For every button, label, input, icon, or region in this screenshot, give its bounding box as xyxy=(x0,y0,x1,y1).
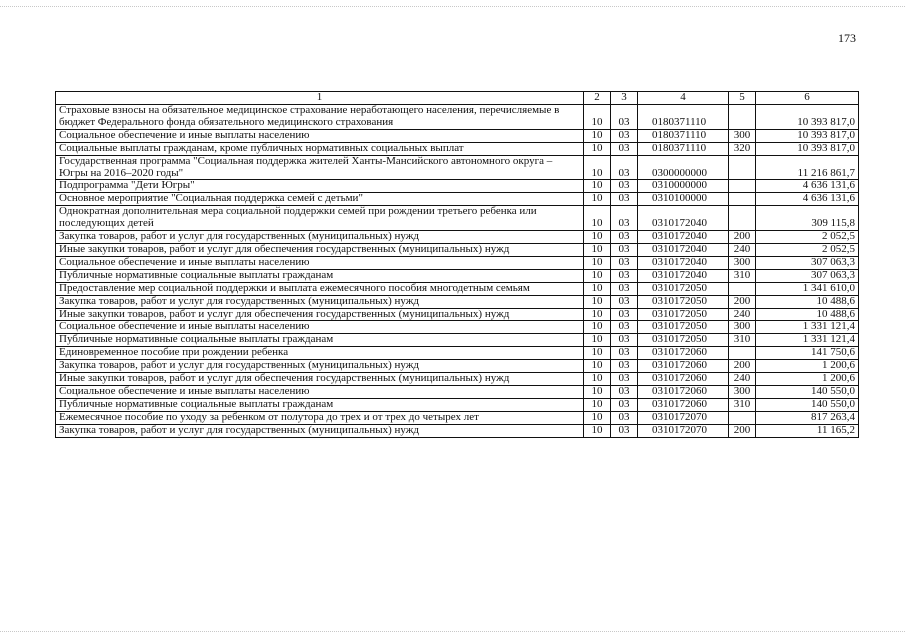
row-target-code-cell: 0310172060 xyxy=(638,373,729,386)
row-section-cell: 10 xyxy=(584,129,611,142)
row-target-code-cell: 0300000000 xyxy=(638,155,729,180)
row-amount-cell: 307 063,3 xyxy=(756,256,859,269)
row-expense-type-cell: 200 xyxy=(729,295,756,308)
row-target-code-cell: 0310172040 xyxy=(638,231,729,244)
row-name-cell: Закупка товаров, работ и услуг для государственных (муниципальных) нужд xyxy=(56,295,584,308)
row-section-cell: 10 xyxy=(584,295,611,308)
row-subsection-cell: 03 xyxy=(611,347,638,360)
table-row xyxy=(56,256,859,269)
row-expense-type-cell: 320 xyxy=(729,142,756,155)
header-cell-expense-type: 5 xyxy=(729,92,756,105)
row-amount-cell: 140 550,0 xyxy=(756,385,859,398)
row-target-code-cell: 0310172040 xyxy=(638,256,729,269)
table-row xyxy=(56,180,859,193)
row-amount-cell: 307 063,3 xyxy=(756,269,859,282)
row-section-cell: 10 xyxy=(584,321,611,334)
row-section-cell: 10 xyxy=(584,243,611,256)
row-expense-type-cell xyxy=(729,105,756,130)
row-name-cell: Однократная дополнительная мера социальной поддержки семей при рождении третьего ребенка или последующих детей xyxy=(56,206,584,231)
row-section-cell: 10 xyxy=(584,308,611,321)
row-name-cell: Иные закупки товаров, работ и услуг для обеспечения государственных (муниципальных) нужд xyxy=(56,243,584,256)
row-amount-cell: 10 488,6 xyxy=(756,295,859,308)
table-row xyxy=(56,308,859,321)
row-section-cell: 10 xyxy=(584,398,611,411)
row-subsection-cell: 03 xyxy=(611,129,638,142)
header-cell-subsection: 3 xyxy=(611,92,638,105)
row-section-cell: 10 xyxy=(584,269,611,282)
row-target-code-cell: 0310172040 xyxy=(638,206,729,231)
table-row xyxy=(56,373,859,386)
row-expense-type-cell xyxy=(729,155,756,180)
table-header-row xyxy=(56,92,859,105)
row-amount-cell: 1 200,6 xyxy=(756,360,859,373)
row-subsection-cell: 03 xyxy=(611,206,638,231)
row-subsection-cell: 03 xyxy=(611,193,638,206)
row-subsection-cell: 03 xyxy=(611,180,638,193)
row-amount-cell: 10 393 817,0 xyxy=(756,129,859,142)
row-name-cell: Подпрограмма "Дети Югры" xyxy=(56,180,584,193)
row-expense-type-cell: 300 xyxy=(729,321,756,334)
row-target-code-cell: 0310172050 xyxy=(638,308,729,321)
row-name-cell: Социальное обеспечение и иные выплаты населению xyxy=(56,321,584,334)
row-section-cell: 10 xyxy=(584,180,611,193)
row-section-cell: 10 xyxy=(584,256,611,269)
row-target-code-cell: 0310172040 xyxy=(638,269,729,282)
table-row xyxy=(56,321,859,334)
row-target-code-cell: 0310172060 xyxy=(638,360,729,373)
row-subsection-cell: 03 xyxy=(611,295,638,308)
row-expense-type-cell: 300 xyxy=(729,256,756,269)
row-name-cell: Социальное обеспечение и иные выплаты населению xyxy=(56,256,584,269)
row-name-cell: Иные закупки товаров, работ и услуг для обеспечения государственных (муниципальных) нужд xyxy=(56,373,584,386)
row-subsection-cell: 03 xyxy=(611,231,638,244)
row-section-cell: 10 xyxy=(584,411,611,424)
row-name-cell: Публичные нормативные социальные выплаты гражданам xyxy=(56,334,584,347)
row-name-cell: Социальное обеспечение и иные выплаты населению xyxy=(56,129,584,142)
table-row xyxy=(56,243,859,256)
row-section-cell: 10 xyxy=(584,206,611,231)
row-expense-type-cell xyxy=(729,206,756,231)
row-subsection-cell: 03 xyxy=(611,334,638,347)
row-expense-type-cell xyxy=(729,193,756,206)
row-subsection-cell: 03 xyxy=(611,424,638,437)
row-name-cell: Единовременное пособие при рождении ребенка xyxy=(56,347,584,360)
row-expense-type-cell xyxy=(729,180,756,193)
table-row xyxy=(56,193,859,206)
table-row xyxy=(56,347,859,360)
row-expense-type-cell: 310 xyxy=(729,398,756,411)
header-cell-section: 2 xyxy=(584,92,611,105)
row-expense-type-cell: 200 xyxy=(729,360,756,373)
header-cell-target-code: 4 xyxy=(638,92,729,105)
row-target-code-cell: 0310000000 xyxy=(638,180,729,193)
row-target-code-cell: 0310172050 xyxy=(638,282,729,295)
row-amount-cell: 11 216 861,7 xyxy=(756,155,859,180)
row-amount-cell: 140 550,0 xyxy=(756,398,859,411)
table-row xyxy=(56,231,859,244)
row-target-code-cell: 0310172040 xyxy=(638,243,729,256)
row-expense-type-cell: 200 xyxy=(729,424,756,437)
row-name-cell: Основное мероприятие "Социальная поддержка семей с детьми" xyxy=(56,193,584,206)
row-target-code-cell: 0310172050 xyxy=(638,295,729,308)
row-target-code-cell: 0180371110 xyxy=(638,129,729,142)
row-section-cell: 10 xyxy=(584,347,611,360)
row-amount-cell: 10 488,6 xyxy=(756,308,859,321)
row-name-cell: Закупка товаров, работ и услуг для государственных (муниципальных) нужд xyxy=(56,424,584,437)
row-section-cell: 10 xyxy=(584,193,611,206)
row-expense-type-cell: 310 xyxy=(729,334,756,347)
table-row xyxy=(56,269,859,282)
header-cell-amount: 6 xyxy=(756,92,859,105)
row-amount-cell: 817 263,4 xyxy=(756,411,859,424)
row-target-code-cell: 0180371110 xyxy=(638,105,729,130)
row-subsection-cell: 03 xyxy=(611,373,638,386)
row-subsection-cell: 03 xyxy=(611,105,638,130)
row-target-code-cell: 0310172070 xyxy=(638,411,729,424)
table-row xyxy=(56,334,859,347)
row-section-cell: 10 xyxy=(584,142,611,155)
row-amount-cell: 11 165,2 xyxy=(756,424,859,437)
table-row xyxy=(56,282,859,295)
row-expense-type-cell: 240 xyxy=(729,243,756,256)
row-amount-cell: 4 636 131,6 xyxy=(756,180,859,193)
budget-table xyxy=(55,91,859,438)
row-name-cell: Страховые взносы на обязательное медицинское страхование неработающего населения, перечисляемые в бюджет Федерального фонда обязательного медицинского страхования xyxy=(56,105,584,130)
row-amount-cell: 1 331 121,4 xyxy=(756,334,859,347)
row-name-cell: Государственная программа "Социальная поддержка жителей Ханты-Мансийского автономного округа – Югры на 2016–2020 годы" xyxy=(56,155,584,180)
row-target-code-cell: 0310172050 xyxy=(638,334,729,347)
row-target-code-cell: 0310172060 xyxy=(638,398,729,411)
row-name-cell: Закупка товаров, работ и услуг для государственных (муниципальных) нужд xyxy=(56,231,584,244)
row-section-cell: 10 xyxy=(584,385,611,398)
row-expense-type-cell xyxy=(729,411,756,424)
row-expense-type-cell: 240 xyxy=(729,308,756,321)
table-row xyxy=(56,411,859,424)
row-name-cell: Закупка товаров, работ и услуг для государственных (муниципальных) нужд xyxy=(56,360,584,373)
row-amount-cell: 1 331 121,4 xyxy=(756,321,859,334)
row-name-cell: Иные закупки товаров, работ и услуг для обеспечения государственных (муниципальных) нужд xyxy=(56,308,584,321)
table-row xyxy=(56,105,859,130)
row-subsection-cell: 03 xyxy=(611,142,638,155)
header-cell-name: 1 xyxy=(56,92,584,105)
row-amount-cell: 2 052,5 xyxy=(756,231,859,244)
row-expense-type-cell xyxy=(729,347,756,360)
table-row xyxy=(56,385,859,398)
row-subsection-cell: 03 xyxy=(611,256,638,269)
row-target-code-cell: 0310172050 xyxy=(638,321,729,334)
table-row xyxy=(56,129,859,142)
row-amount-cell: 1 200,6 xyxy=(756,373,859,386)
row-name-cell: Социальные выплаты гражданам, кроме публичных нормативных социальных выплат xyxy=(56,142,584,155)
row-section-cell: 10 xyxy=(584,105,611,130)
row-amount-cell: 309 115,8 xyxy=(756,206,859,231)
row-target-code-cell: 0310172070 xyxy=(638,424,729,437)
row-target-code-cell: 0180371110 xyxy=(638,142,729,155)
table-row xyxy=(56,424,859,437)
row-expense-type-cell: 200 xyxy=(729,231,756,244)
table-row xyxy=(56,155,859,180)
row-amount-cell: 2 052,5 xyxy=(756,243,859,256)
table-row xyxy=(56,295,859,308)
row-subsection-cell: 03 xyxy=(611,360,638,373)
table-row xyxy=(56,398,859,411)
row-expense-type-cell: 300 xyxy=(729,129,756,142)
row-section-cell: 10 xyxy=(584,373,611,386)
row-name-cell: Публичные нормативные социальные выплаты гражданам xyxy=(56,398,584,411)
row-subsection-cell: 03 xyxy=(611,155,638,180)
row-target-code-cell: 0310100000 xyxy=(638,193,729,206)
row-section-cell: 10 xyxy=(584,282,611,295)
row-subsection-cell: 03 xyxy=(611,398,638,411)
row-amount-cell: 10 393 817,0 xyxy=(756,142,859,155)
row-subsection-cell: 03 xyxy=(611,308,638,321)
row-subsection-cell: 03 xyxy=(611,282,638,295)
row-name-cell: Публичные нормативные социальные выплаты гражданам xyxy=(56,269,584,282)
row-section-cell: 10 xyxy=(584,231,611,244)
row-subsection-cell: 03 xyxy=(611,243,638,256)
scan-artifact-bottom xyxy=(0,631,905,632)
table-row xyxy=(56,142,859,155)
row-expense-type-cell: 310 xyxy=(729,269,756,282)
row-expense-type-cell xyxy=(729,282,756,295)
row-expense-type-cell: 300 xyxy=(729,385,756,398)
table-body xyxy=(56,92,859,438)
row-section-cell: 10 xyxy=(584,334,611,347)
row-amount-cell: 1 341 610,0 xyxy=(756,282,859,295)
table-row xyxy=(56,360,859,373)
row-amount-cell: 141 750,6 xyxy=(756,347,859,360)
row-target-code-cell: 0310172060 xyxy=(638,385,729,398)
row-name-cell: Предоставление мер социальной поддержки и выплата ежемесячного пособия многодетным семьям xyxy=(56,282,584,295)
row-expense-type-cell: 240 xyxy=(729,373,756,386)
row-name-cell: Социальное обеспечение и иные выплаты населению xyxy=(56,385,584,398)
row-section-cell: 10 xyxy=(584,360,611,373)
page-number: 173 xyxy=(838,31,856,45)
row-section-cell: 10 xyxy=(584,155,611,180)
table-row xyxy=(56,206,859,231)
scan-artifact-top xyxy=(0,6,905,7)
row-subsection-cell: 03 xyxy=(611,385,638,398)
row-target-code-cell: 0310172060 xyxy=(638,347,729,360)
row-amount-cell: 4 636 131,6 xyxy=(756,193,859,206)
row-amount-cell: 10 393 817,0 xyxy=(756,105,859,130)
row-subsection-cell: 03 xyxy=(611,321,638,334)
row-subsection-cell: 03 xyxy=(611,411,638,424)
row-section-cell: 10 xyxy=(584,424,611,437)
row-subsection-cell: 03 xyxy=(611,269,638,282)
row-name-cell: Ежемесячное пособие по уходу за ребенком от полутора до трех и от трех до четырех лет xyxy=(56,411,584,424)
